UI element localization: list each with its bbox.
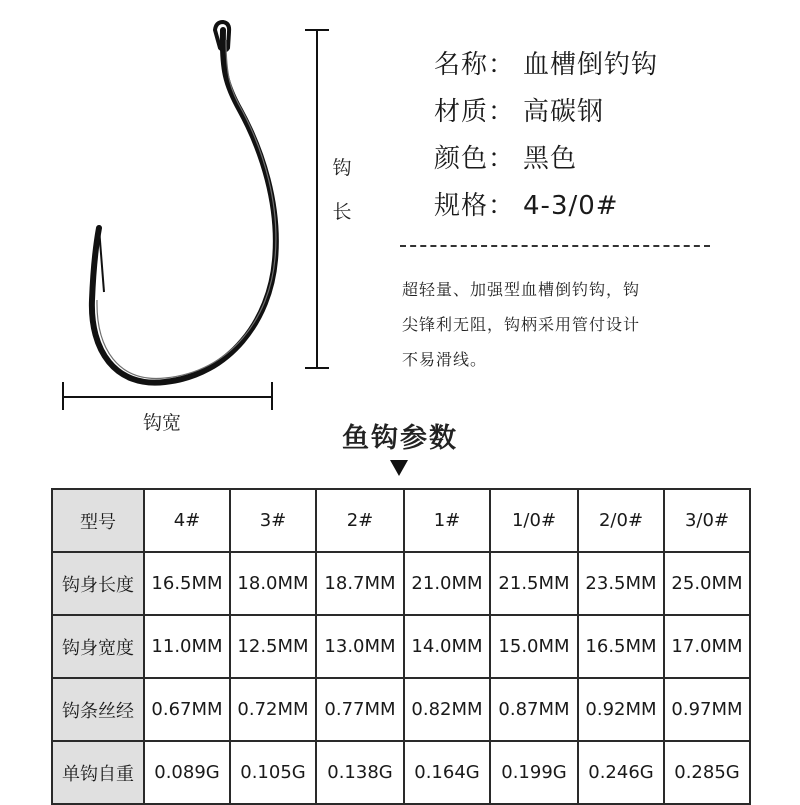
spec-name-value: 血槽倒钓钩 (523, 50, 659, 80)
table-cell: 0.199G (490, 741, 578, 804)
hook-length-label (331, 146, 353, 234)
hook-length-label-char-2: 长 (332, 201, 352, 223)
table-cell: 16.5MM (578, 615, 664, 678)
table-cell: 11.0MM (144, 615, 230, 678)
table-cell: 21.0MM (404, 552, 490, 615)
arrow-down-icon (390, 460, 408, 476)
spec-material-value: 高碳钢 (523, 97, 605, 127)
table-cell: 18.0MM (230, 552, 316, 615)
hook-width-dimension (63, 382, 272, 410)
table-cell: 17.0MM (664, 615, 750, 678)
table-cell: 0.138G (316, 741, 404, 804)
table-row (52, 615, 750, 678)
spec-size-label: 规格： (434, 191, 516, 221)
table-cell: 0.87MM (490, 678, 578, 741)
table-cell: 0.285G (664, 741, 750, 804)
table-cell: 0.246G (578, 741, 664, 804)
table-cell: 0.089G (144, 741, 230, 804)
spec-color-label: 颜色： (434, 144, 516, 174)
table-row (52, 678, 750, 741)
table-header-cell: 3/0# (664, 489, 750, 552)
dashed-divider (400, 245, 710, 247)
table-cell: 15.0MM (490, 615, 578, 678)
table-header-cell: 2# (316, 489, 404, 552)
section-title: 鱼钩参数 (342, 423, 458, 454)
table-row-header: 钩身长度 (52, 552, 144, 615)
table-cell: 14.0MM (404, 615, 490, 678)
table-row-header: 单钩自重 (52, 741, 144, 804)
table-header-cell: 1/0# (490, 489, 578, 552)
spec-name (434, 44, 658, 81)
table-cell: 25.0MM (664, 552, 750, 615)
table-cell: 23.5MM (578, 552, 664, 615)
table-cell: 0.164G (404, 741, 490, 804)
table-cell: 0.97MM (664, 678, 750, 741)
table-cell: 0.77MM (316, 678, 404, 741)
spec-size-value: 4-3/0# (523, 191, 619, 221)
table-cell: 0.67MM (144, 678, 230, 741)
table-header-row (52, 489, 750, 552)
hook-length-dimension (305, 30, 329, 368)
table-row (52, 741, 750, 804)
description-line-1: 超轻量、加强型血槽倒钓钩，钩 (402, 280, 641, 299)
fishing-hook-illustration (0, 0, 380, 420)
table-header-cell: 3# (230, 489, 316, 552)
description-line-3: 不易滑线。 (402, 350, 488, 369)
table-cell: 0.105G (230, 741, 316, 804)
hook-width-label: 钩宽 (142, 412, 181, 434)
table-cell: 12.5MM (230, 615, 316, 678)
hook-parameter-table (51, 488, 751, 805)
table-header-cell: 1# (404, 489, 490, 552)
table-cell: 0.72MM (230, 678, 316, 741)
table-header-cell: 4# (144, 489, 230, 552)
table-header-cell: 型号 (52, 489, 144, 552)
table-row (52, 552, 750, 615)
table-cell: 13.0MM (316, 615, 404, 678)
description-line-2: 尖锋利无阻，钩柄采用管付设计 (402, 315, 641, 334)
spec-color (434, 138, 577, 175)
table-row-header: 钩条丝经 (52, 678, 144, 741)
hook-drawing (92, 22, 276, 383)
table-header-cell: 2/0# (578, 489, 664, 552)
table-cell: 0.92MM (578, 678, 664, 741)
spec-material (434, 91, 604, 128)
table-cell: 21.5MM (490, 552, 578, 615)
hook-length-label-char-1: 钩 (332, 157, 352, 179)
spec-color-value: 黑色 (523, 144, 578, 174)
table-row-header: 钩身宽度 (52, 615, 144, 678)
table-cell: 0.82MM (404, 678, 490, 741)
spec-size (434, 185, 619, 222)
table-cell: 18.7MM (316, 552, 404, 615)
spec-material-label: 材质： (434, 97, 516, 127)
spec-name-label: 名称： (434, 50, 516, 80)
table-cell: 16.5MM (144, 552, 230, 615)
